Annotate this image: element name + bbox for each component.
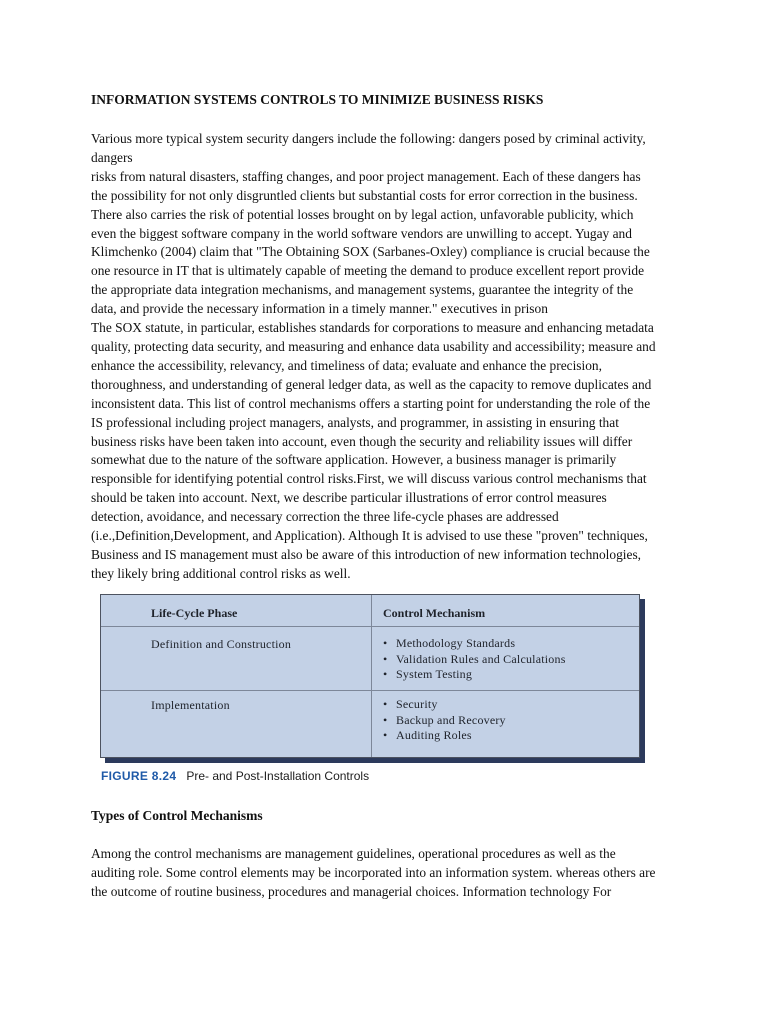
table-cell-mechanisms bbox=[383, 697, 506, 744]
text-line: dangers bbox=[91, 149, 133, 165]
document-title: INFORMATION SYSTEMS CONTROLS TO MINIMIZE BUSINESS RISKS bbox=[91, 92, 544, 107]
text-line: thoroughness, and understanding of general ledger data, as well as the capacity to remove duplicates and bbox=[91, 376, 652, 392]
text-line: inconsistent data. This list of control mechanisms offers a starting point for understanding the role of the bbox=[91, 395, 651, 411]
mechanism-label: Security bbox=[396, 697, 438, 711]
mechanism-label: Backup and Recovery bbox=[396, 712, 506, 727]
bullet-icon: • bbox=[383, 712, 388, 727]
mechanism-label: Validation Rules and Calculations bbox=[396, 651, 566, 666]
text-line: The SOX statute, in particular, establishes standards for corporations to measure and enhancing metadata bbox=[91, 320, 654, 336]
mechanism-label: Auditing Roles bbox=[396, 728, 472, 742]
text-line: the outcome of routine business, procedures and managerial choices. Information technology For bbox=[91, 883, 612, 899]
table-list-item bbox=[383, 713, 506, 729]
section-heading: Types of Control Mechanisms bbox=[91, 808, 263, 823]
text-line: business risks have been taken into account, even though the security and reliability issues will differ bbox=[91, 433, 633, 449]
table-row-divider bbox=[101, 626, 639, 627]
text-line: quality, protecting data security, and measuring and enhance data usability and accessibility; measure and bbox=[91, 338, 656, 354]
mechanism-label: System Testing bbox=[396, 667, 473, 681]
table-row-divider bbox=[101, 690, 639, 691]
text-line: risks from natural disasters, staffing changes, and poor project management. Each of these dangers has bbox=[91, 168, 641, 184]
table-header-phase: Life-Cycle Phase bbox=[151, 606, 238, 620]
text-line: responsible for identifying potential control risks.First, we will discuss various control mechanisms that bbox=[91, 471, 647, 487]
intro-paragraph bbox=[91, 130, 691, 584]
bullet-icon: • bbox=[383, 636, 388, 650]
text-line: Klimchenko (2004) claim that "The Obtaining SOX (Sarbanes-Oxley) compliance is crucial because the bbox=[91, 244, 650, 260]
figure-caption bbox=[101, 769, 369, 783]
bullet-icon: • bbox=[383, 651, 388, 666]
table-list-item bbox=[383, 636, 566, 652]
text-line: (i.e.,Definition,Development, and Application). Although It is advised to use these "proven" techniques, bbox=[91, 528, 648, 544]
bullet-icon: • bbox=[383, 697, 388, 711]
table-cell-phase: Definition and Construction bbox=[151, 637, 292, 651]
text-line: somewhat due to the nature of the software application. However, a business manager is primarily bbox=[91, 452, 617, 468]
figure-number: FIGURE 8.24 bbox=[101, 769, 177, 783]
figure-caption-text: Pre- and Post-Installation Controls bbox=[186, 769, 370, 783]
text-line: the possibility for not only disgruntled clients but substantial costs for error correction in the business. bbox=[91, 187, 638, 203]
bullet-icon: • bbox=[383, 728, 388, 742]
table-header-mechanism: Control Mechanism bbox=[383, 606, 486, 620]
table-column-divider bbox=[371, 595, 372, 757]
text-line: Among the control mechanisms are management guidelines, operational procedures as well as the bbox=[91, 846, 616, 861]
text-line: one resource in IT that is ultimately capable of meeting the demand to produce excellent report provide bbox=[91, 263, 645, 279]
types-paragraph bbox=[91, 845, 691, 902]
text-line: Various more typical system security dangers include the following: dangers posed by criminal activity, bbox=[91, 131, 646, 146]
text-line: enhance the accessibility, relevancy, and timeliness of data; evaluate and enhance the precision, bbox=[91, 357, 602, 373]
text-line: There also carries the risk of potential losses brought on by legal action, unfavorable publicity, which bbox=[91, 206, 634, 222]
text-line: IS professional including project managers, analysts, and programmer, in assisting in ensuring that bbox=[91, 414, 619, 430]
table-cell-phase: Implementation bbox=[151, 698, 230, 712]
table-cell-mechanisms bbox=[383, 636, 566, 683]
table-list-item bbox=[383, 667, 566, 683]
text-line: auditing role. Some control elements may be incorporated into an information system. whereas others are bbox=[91, 864, 656, 880]
table-list-item bbox=[383, 728, 506, 744]
table-list-item bbox=[383, 652, 566, 668]
table-list-item bbox=[383, 697, 506, 713]
bullet-icon: • bbox=[383, 667, 388, 681]
control-mechanism-table bbox=[100, 594, 640, 758]
text-line: they likely bring additional control risks as well. bbox=[91, 565, 351, 581]
text-line: even the biggest software company in the world software vendors are unwilling to accept. Yugay and bbox=[91, 225, 632, 241]
text-line: the appropriate data integration mechanisms, and management systems, guarantee the integrity of the bbox=[91, 282, 634, 298]
mechanism-label: Methodology Standards bbox=[396, 636, 516, 650]
text-line: should be taken into account. Next, we describe particular illustrations of error control measures bbox=[91, 490, 607, 506]
text-line: Business and IS management must also be aware of this introduction of new information technologies, bbox=[91, 546, 642, 562]
text-line: detection, avoidance, and necessary correction the three life-cycle phases are addressed bbox=[91, 509, 559, 525]
text-line: data, and provide the necessary information in a timely manner." executives in prison bbox=[91, 301, 548, 317]
